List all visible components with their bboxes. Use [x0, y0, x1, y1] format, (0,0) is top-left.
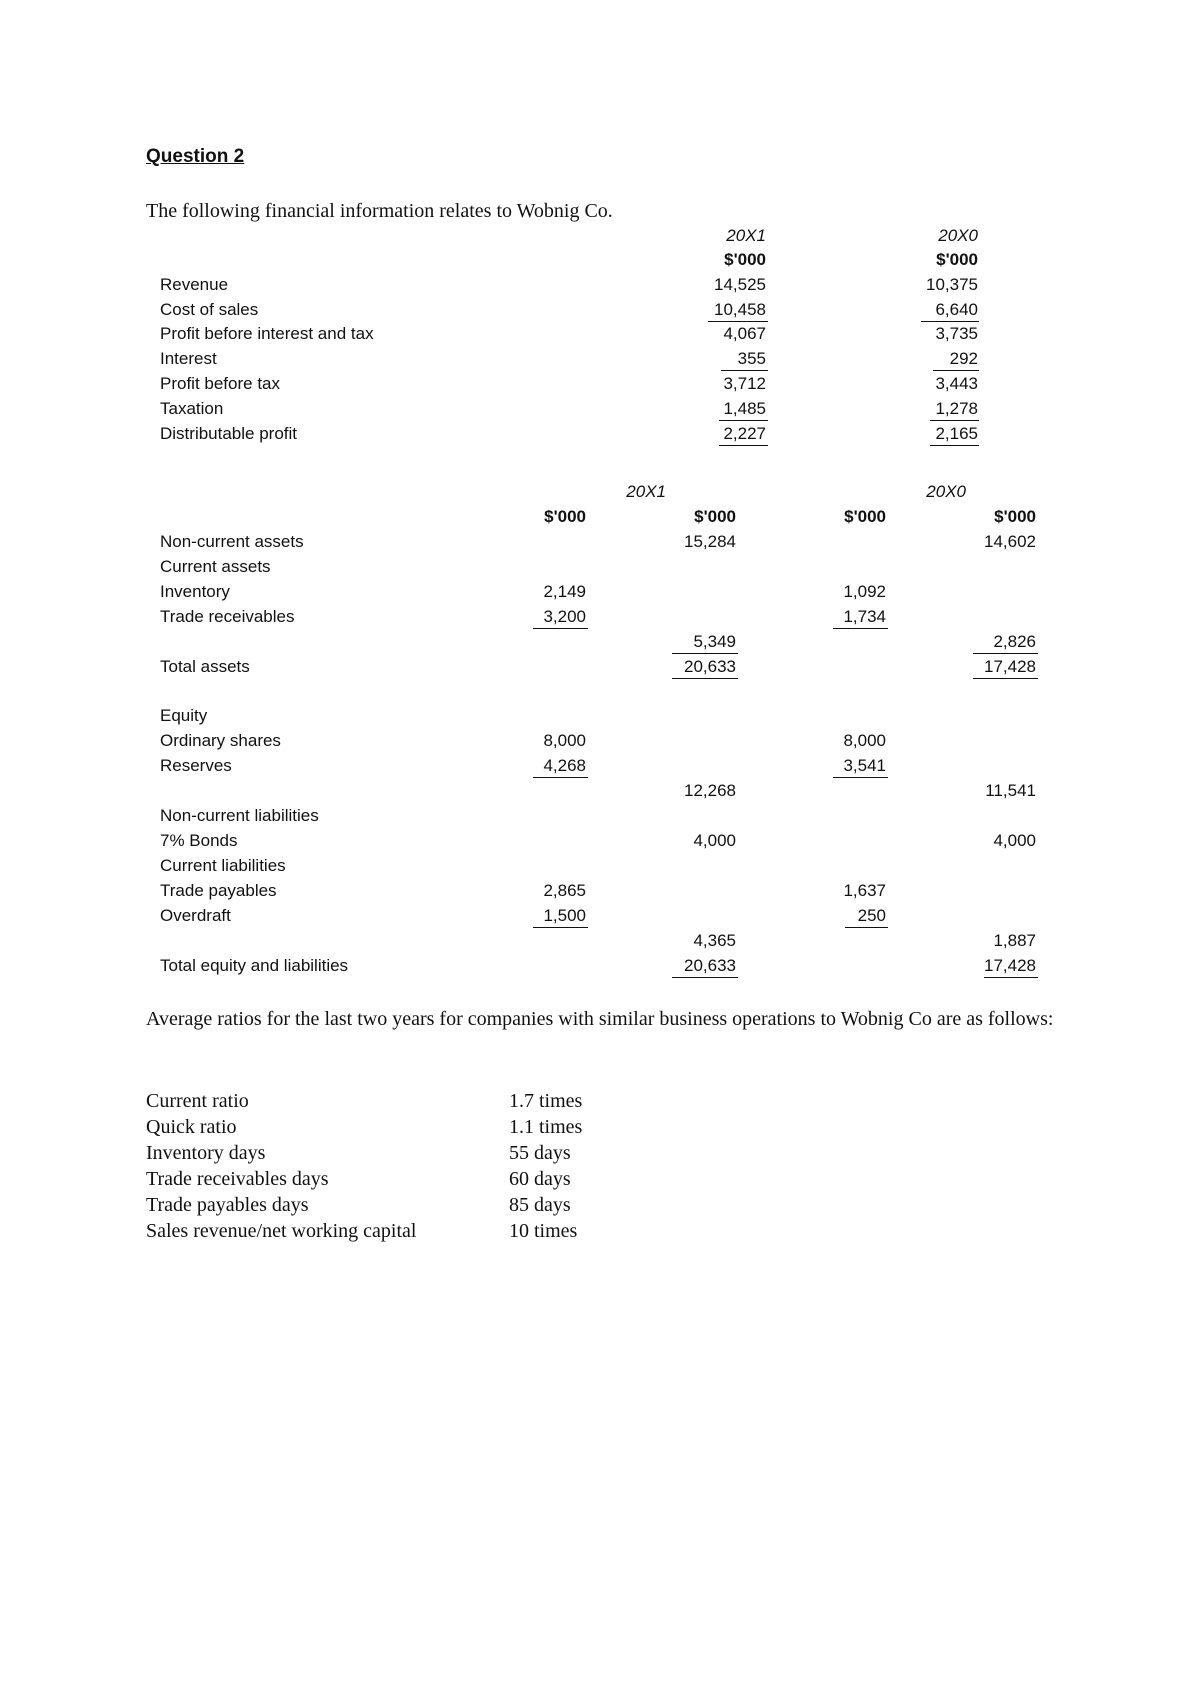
balance-unit: $'000 — [844, 507, 886, 526]
non-current-assets-label: Non-current assets — [160, 532, 304, 551]
ratio-name: Inventory days — [146, 1142, 266, 1164]
inventory-20x0: 1,092 — [843, 582, 886, 601]
rule — [533, 927, 588, 928]
rule — [973, 653, 1038, 654]
trade-receivables-20x1: 3,200 — [543, 607, 586, 626]
rule — [672, 678, 738, 679]
rule — [672, 653, 738, 654]
total-assets-20x0: 17,428 — [984, 657, 1036, 676]
rule — [533, 628, 588, 629]
income-year-20x1: 20X1 — [726, 226, 766, 245]
distributable-profit-20x1: 2,227 — [723, 424, 766, 443]
total-equity-liabilities-20x1: 20,633 — [684, 956, 736, 975]
ratio-value: 60 days — [509, 1168, 571, 1190]
rule — [719, 445, 768, 446]
income-unit-20x0: $'000 — [936, 250, 978, 269]
rule — [845, 927, 888, 928]
ratio-value: 1.1 times — [509, 1116, 583, 1138]
current-liabilities-label: Current liabilities — [160, 856, 286, 875]
rule — [930, 420, 979, 421]
bonds-20x0: 4,000 — [993, 831, 1036, 850]
pbit-20x1: 4,067 — [723, 324, 766, 343]
non-current-assets-20x0: 14,602 — [984, 532, 1036, 551]
cost-of-sales-20x1: 10,458 — [714, 300, 766, 319]
rule — [533, 777, 588, 778]
total-equity-liabilities-label: Total equity and liabilities — [160, 956, 349, 975]
intro-text: The following financial information relates to Wobnig Co. — [146, 200, 613, 222]
pbit-20x0: 3,735 — [935, 324, 978, 343]
current-liabilities-total-20x1: 4,365 — [693, 931, 736, 950]
income-year-20x0: 20X0 — [938, 226, 978, 245]
cost-of-sales-20x0: 6,640 — [935, 300, 978, 319]
revenue-20x0: 10,375 — [926, 275, 978, 294]
reserves-label: Reserves — [160, 756, 232, 775]
ordinary-shares-20x1: 8,000 — [543, 731, 586, 750]
interest-label: Interest — [160, 349, 217, 368]
trade-payables-label: Trade payables — [160, 881, 277, 900]
ratio-value: 1.7 times — [509, 1090, 583, 1112]
equity-total-20x0: 11,541 — [985, 781, 1036, 800]
equity-total-20x1: 12,268 — [684, 781, 736, 800]
rule — [930, 445, 979, 446]
pbt-20x1: 3,712 — [723, 374, 766, 393]
rule — [833, 628, 888, 629]
trade-payables-20x1: 2,865 — [543, 881, 586, 900]
rule — [921, 321, 979, 322]
bonds-20x1: 4,000 — [693, 831, 736, 850]
non-current-assets-20x1: 15,284 — [684, 532, 736, 551]
ratio-name: Sales revenue/net working capital — [146, 1220, 417, 1242]
rule — [984, 977, 1038, 978]
current-assets-total-20x1: 5,349 — [693, 632, 736, 651]
overdraft-label: Overdraft — [160, 906, 231, 925]
ratio-name: Trade receivables days — [146, 1168, 329, 1190]
revenue-label: Revenue — [160, 275, 229, 294]
rule — [719, 420, 768, 421]
ratio-name: Current ratio — [146, 1090, 249, 1112]
balance-unit: $'000 — [694, 507, 736, 526]
ordinary-shares-label: Ordinary shares — [160, 731, 281, 750]
reserves-20x0: 3,541 — [843, 756, 886, 775]
total-assets-20x1: 20,633 — [684, 657, 736, 676]
revenue-20x1: 14,525 — [714, 275, 766, 294]
non-current-liabilities-label: Non-current liabilities — [160, 806, 319, 825]
inventory-20x1: 2,149 — [543, 582, 586, 601]
pbt-20x0: 3,443 — [935, 374, 978, 393]
balance-year-20x1: 20X1 — [626, 482, 666, 501]
taxation-20x0: 1,278 — [935, 399, 978, 418]
bonds-label: 7% Bonds — [160, 831, 238, 850]
distributable-profit-label: Distributable profit — [160, 424, 298, 443]
overdraft-20x1: 1,500 — [543, 906, 586, 925]
rule — [973, 678, 1038, 679]
rule — [672, 977, 738, 978]
ratio-value: 55 days — [509, 1142, 571, 1164]
current-liabilities-total-20x0: 1,887 — [993, 931, 1036, 950]
pbt-label: Profit before tax — [160, 374, 281, 393]
ratio-value: 85 days — [509, 1194, 571, 1216]
trade-receivables-label: Trade receivables — [160, 607, 295, 626]
current-assets-label: Current assets — [160, 557, 271, 576]
reserves-20x1: 4,268 — [543, 756, 586, 775]
taxation-20x1: 1,485 — [723, 399, 766, 418]
rule — [933, 370, 979, 371]
overdraft-20x0: 250 — [857, 906, 886, 925]
averages-intro: Average ratios for the last two years for companies with similar business operations to Wobnig Co are as follows: — [146, 1008, 1054, 1030]
balance-unit: $'000 — [994, 507, 1036, 526]
trade-receivables-20x0: 1,734 — [843, 607, 886, 626]
total-equity-liabilities-20x0: 17,428 — [984, 956, 1036, 975]
question-heading: Question 2 — [146, 146, 245, 167]
rule — [708, 321, 768, 322]
interest-20x0: 292 — [949, 349, 978, 368]
rule — [721, 370, 768, 371]
ordinary-shares-20x0: 8,000 — [843, 731, 886, 750]
equity-label: Equity — [160, 706, 208, 725]
distributable-profit-20x0: 2,165 — [935, 424, 978, 443]
current-assets-total-20x0: 2,826 — [993, 632, 1036, 651]
pbit-label: Profit before interest and tax — [160, 324, 374, 343]
ratio-value: 10 times — [509, 1220, 578, 1242]
cost-of-sales-label: Cost of sales — [160, 300, 259, 319]
taxation-label: Taxation — [160, 399, 224, 418]
total-assets-label: Total assets — [160, 657, 250, 676]
balance-year-20x0: 20X0 — [926, 482, 966, 501]
balance-unit: $'000 — [544, 507, 586, 526]
inventory-label: Inventory — [160, 582, 230, 601]
ratio-name: Quick ratio — [146, 1116, 237, 1138]
trade-payables-20x0: 1,637 — [843, 881, 886, 900]
ratio-name: Trade payables days — [146, 1194, 309, 1216]
rule — [833, 777, 888, 778]
income-unit-20x1: $'000 — [724, 250, 766, 269]
interest-20x1: 355 — [737, 349, 766, 368]
